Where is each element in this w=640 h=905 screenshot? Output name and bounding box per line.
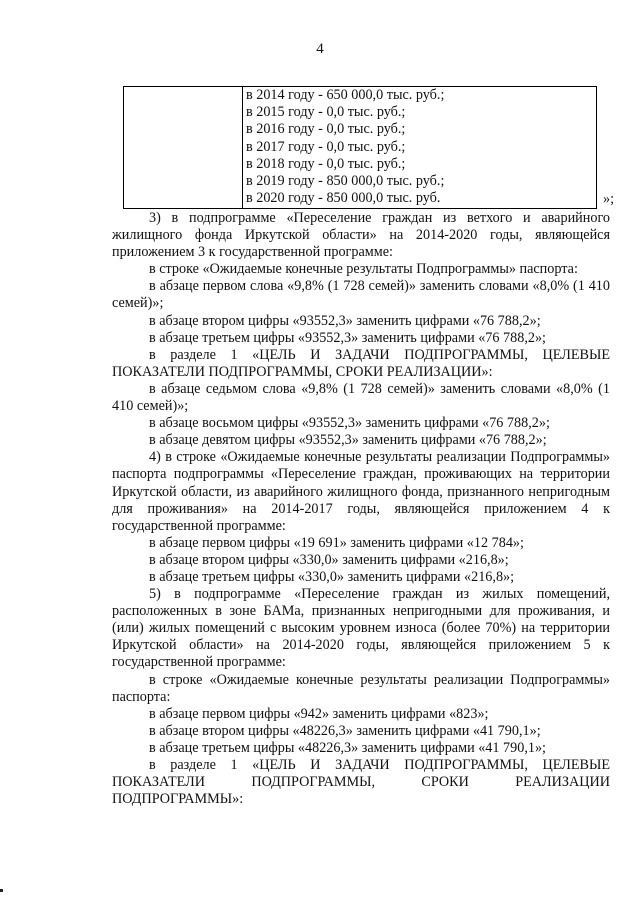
- amount-line-2017: в 2017 году - 0,0 тыс. руб.;: [246, 138, 406, 155]
- paragraph-ninth-abzac: в абзаце девятом цифры «93552,3» заменить цифрами «76 788,2»;: [149, 432, 547, 449]
- paragraph-item-4-third: в абзаце третьем цифры «330,0» заменить цифрами «216,8»;: [149, 568, 515, 585]
- paragraph-third-abzac: в абзаце третьем цифры «93552,3» заменить цифрами «76 788,2»;: [149, 329, 547, 346]
- paragraph-item-5-second: в абзаце втором цифры «48226,3» заменить цифрами «41 790,1»;: [149, 722, 541, 739]
- paragraph-item-5-passport: в строке «Ожидаемые конечные результаты реализации Подпрограммы» паспорта:: [112, 671, 610, 705]
- page-number: 4: [316, 41, 324, 57]
- paragraph-eighth-abzac: в абзаце восьмом цифры «93552,3» заменить цифрами «76 788,2»;: [149, 415, 550, 432]
- amount-line-2015: в 2015 году - 0,0 тыс. руб.;: [246, 104, 406, 121]
- amount-line-2014: в 2014 году - 650 000,0 тыс. руб.;: [246, 87, 445, 103]
- paragraph-seventh-abzac: в абзаце седьмом слова «9,8% (1 728 семей)» заменить словами «8,0% (1 410 семей)»;: [112, 380, 610, 415]
- paragraph-item-5: 5) в подпрограмме «Переселение граждан из жилых помещений, расположенных в зоне БАМа, признанных непригодными для проживания, и (или) жилых помещений с высоким уровнем износа (более 70%) на территории Иркутской области» на 2014-2020 годы, являющейся приложением 5 к государственной программе:: [112, 586, 610, 671]
- paragraph-second-abzac: в абзаце втором цифры «93552,3» заменить цифрами «76 788,2»;: [149, 312, 541, 329]
- paragraph-passport-line: в строке «Ожидаемые конечные результаты Подпрограммы» паспорта:: [149, 261, 578, 278]
- amount-line-2016: в 2016 году - 0,0 тыс. руб.;: [246, 121, 406, 138]
- funding-table: [123, 86, 597, 209]
- table-row: [124, 87, 597, 209]
- paragraph-item-5-section-1: в разделе 1 «ЦЕЛЬ И ЗАДАЧИ ПОДПРОГРАММЫ, ЦЕЛЕВЫЕ ПОКАЗАТЕЛИ ПОДПРОГРАММЫ, СРОКИ РЕАЛИЗАЦИИ ПОДПРОГРАММЫ»:: [112, 757, 610, 808]
- table-closing-mark: »;: [603, 191, 615, 207]
- paragraph-first-abzac: в абзаце первом слова «9,8% (1 728 семей)» заменить словами «8,0% (1 410 семей)»;: [112, 278, 610, 312]
- paragraph-item-4-first: в абзаце первом цифры «19 691» заменить цифрами «12 784»;: [149, 534, 524, 551]
- scan-mark: [0, 889, 3, 892]
- paragraph-item-4-second: в абзаце втором цифры «330,0» заменить цифрами «216,8»;: [149, 551, 509, 568]
- amount-line-2020: в 2020 году - 850 000,0 тыс. руб.: [246, 190, 441, 207]
- amount-line-2019: в 2019 году - 850 000,0 тыс. руб.;: [246, 172, 445, 189]
- paragraph-item-5-first: в абзаце первом цифры «942» заменить цифрами «823»;: [149, 705, 489, 722]
- table-amounts-cell: [243, 87, 597, 209]
- table-empty-cell: [124, 87, 243, 209]
- paragraph-item-3: 3) в подпрограмме «Переселение граждан из ветхого и аварийного жилищного фонда Иркутской области» на 2014-2020 годы, являющейся приложением 3 к государственной программе:: [112, 210, 610, 261]
- paragraph-section-1: в разделе 1 «ЦЕЛЬ И ЗАДАЧИ ПОДПРОГРАММЫ, ЦЕЛЕВЫЕ ПОКАЗАТЕЛИ ПОДПРОГРАММЫ, СРОКИ РЕАЛИЗАЦИИ»:: [112, 346, 610, 380]
- paragraph-item-5-third: в абзаце третьем цифры «48226,3» заменить цифрами «41 790,1»;: [149, 739, 547, 756]
- document-body: [112, 210, 610, 808]
- amount-line-2018: в 2018 году - 0,0 тыс. руб.;: [246, 155, 406, 172]
- paragraph-item-4: 4) в строке «Ожидаемые конечные результаты реализации Подпрограммы» паспорта подпрограммы «Переселение граждан, проживающих на территории Иркутской области, из аварийного жилищного фонда, признанного непригодным для проживания» на 2014-2017 годы, являющейся приложением 4 к государственной программе:: [112, 449, 610, 534]
